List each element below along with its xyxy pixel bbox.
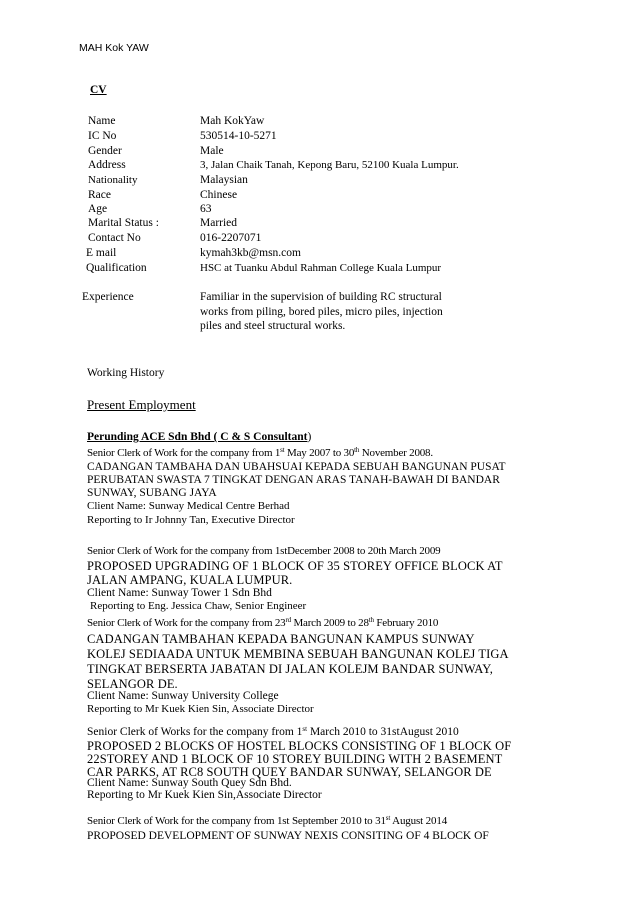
email-label: E mail [86, 247, 117, 259]
qualification-label: Qualification [86, 262, 147, 274]
experience-line: works from piling, bored piles, micro piles, injection [200, 306, 443, 318]
job-project-line: JALAN AMPANG, KUALA LUMPUR. [87, 573, 293, 587]
email-value: kymah3kb@msn.com [200, 247, 301, 259]
ic-no-label: IC No [88, 130, 117, 142]
job-client: Client Name: Sunway South Quey Sdn Bhd. [87, 777, 292, 789]
job-project-line: PERUBATAN SWASTA 7 TINGKAT DENGAN ARAS TANAH-BAWAH DI BANDAR [87, 474, 500, 486]
age-value: 63 [200, 203, 212, 215]
company-name-text: Perunding ACE Sdn Bhd ( C & S Consultant [87, 431, 308, 443]
contact-no-label: Contact No [88, 232, 141, 244]
name-label: Name [88, 115, 116, 127]
job-reporting: Reporting to Ir Johnny Tan, Executive Director [87, 514, 295, 526]
experience-line: Familiar in the supervision of building RC structural [200, 291, 442, 303]
present-employment-heading: Present Employment [87, 397, 196, 412]
gender-value: Male [200, 145, 224, 157]
job-period: Senior Clerk of Work for the company from 23rd March 2009 to 28th February 2010 [87, 616, 439, 629]
job-period: Senior Clerk of Work for the company from 1st May 2007 to 30th November 2008. [87, 446, 433, 459]
job-project-line: PROPOSED UPGRADING OF 1 BLOCK OF 35 STOREY OFFICE BLOCK AT [87, 559, 503, 573]
qualification-value: HSC at Tuanku Abdul Rahman College Kuala Lumpur [200, 262, 442, 274]
job-period: Senior Clerk of Work for the company from 1st September 2010 to 31st August 2014 [87, 814, 448, 827]
page-header: MAH Kok YAW [79, 42, 149, 54]
name-value: Mah KokYaw [200, 115, 265, 127]
contact-no-value: 016-2207071 [200, 232, 262, 244]
job-client: Client Name: Sunway University College [87, 690, 279, 702]
nationality-value: Malaysian [200, 174, 248, 186]
job-reporting: Reporting to Mr Kuek Kien Sin, Associate Director [87, 703, 314, 715]
job-client: Client Name: Sunway Medical Centre Berhad [87, 500, 290, 512]
job-project-line: 22STOREY AND 1 BLOCK OF 10 STOREY BUILDING WITH 2 BASEMENT [87, 752, 503, 766]
nationality-label: Nationality [88, 174, 138, 186]
job-client: Client Name: Sunway Tower 1 Sdn Bhd [87, 587, 272, 599]
job-period: Senior Clerk of Work for the company from 1stDecember 2008 to 20th March 2009 [87, 545, 441, 557]
job-project-line: SUNWAY, SUBANG JAYA [87, 487, 217, 499]
experience-line: piles and steel structural works. [200, 320, 346, 332]
marital-status-value: Married [200, 217, 238, 229]
race-label: Race [88, 189, 111, 201]
job-project-line: CADANGAN TAMBAHA DAN UBAHSUAI KEPADA SEBUAH BANGUNAN PUSAT [87, 461, 506, 473]
race-value: Chinese [200, 189, 238, 201]
experience-label: Experience [82, 291, 134, 303]
job-reporting: Reporting to Mr Kuek Kien Sin,Associate Director [87, 789, 322, 801]
address-label: Address [88, 159, 126, 171]
company-name [87, 431, 311, 443]
marital-status-label: Marital Status : [88, 217, 159, 229]
company-name-close: ) [307, 431, 312, 443]
job-project-line: CAR PARKS, AT RC8 SOUTH QUEY BANDAR SUNWAY, SELANGOR DE [87, 765, 492, 779]
job-reporting: Reporting to Eng. Jessica Chaw, Senior Engineer [90, 600, 307, 612]
ic-no-value: 530514-10-5271 [200, 130, 277, 142]
cv-title: CV [90, 84, 107, 96]
job-project-line: SELANGOR DE. [87, 677, 178, 691]
address-value: 3, Jalan Chaik Tanah, Kepong Baru, 52100 Kuala Lumpur. [200, 159, 459, 171]
gender-label: Gender [88, 145, 122, 157]
job-project-line: CADANGAN TAMBAHAN KEPADA BANGUNAN KAMPUS SUNWAY [87, 632, 475, 646]
job-project-line: PROPOSED 2 BLOCKS OF HOSTEL BLOCKS CONSISTING OF 1 BLOCK OF [87, 739, 512, 753]
job-period: Senior Clerk of Works for the company from 1st March 2010 to 31stAugust 2010 [87, 725, 459, 738]
age-label: Age [88, 203, 108, 215]
working-history-heading: Working History [87, 367, 165, 379]
job-project-line: TINGKAT BERSERTA JABATAN DI JALAN KOLEJM BANDAR SUNWAY, [87, 662, 494, 676]
job-project-line: KOLEJ SEDIAADA UNTUK MEMBINA SEBUAH BANGUNAN KOLEJ TIGA [87, 647, 509, 661]
job-project-line: PROPOSED DEVELOPMENT OF SUNWAY NEXIS CONSITING OF 4 BLOCK OF [87, 830, 489, 842]
